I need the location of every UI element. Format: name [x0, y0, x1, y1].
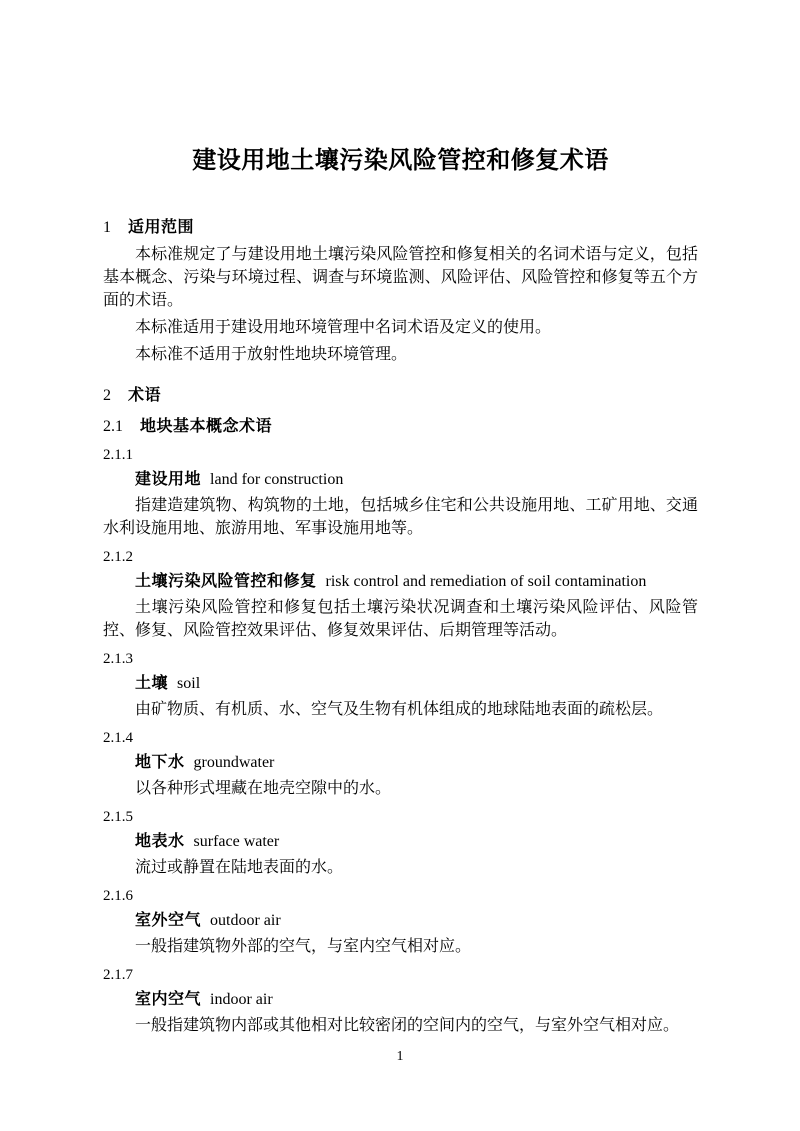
term-entry [103, 727, 698, 800]
term-chinese: 土壤污染风险管控和修复 [135, 573, 317, 590]
term-number: 2.1.3 [103, 651, 133, 667]
section-number: 2 [103, 387, 111, 404]
section-terms [103, 384, 698, 1037]
scope-paragraph: 本标准不适用于放射性地块环境管理。 [135, 346, 408, 363]
term-entry [103, 444, 698, 540]
term-number: 2.1.1 [103, 447, 133, 463]
term-definition: 指建造建筑物、构筑物的土地，包括城乡住宅和公共设施用地、工矿用地、交通水利设施用地、旅游用地、军事设施用地等。 [103, 497, 698, 537]
section-scope [103, 216, 698, 366]
term-english: surface water [193, 833, 280, 850]
term-title [103, 570, 698, 594]
section-heading-text: 适用范围 [128, 219, 195, 236]
term-entry [103, 648, 698, 721]
term-chinese: 室内空气 [135, 991, 202, 1008]
term-title [103, 830, 698, 854]
term-title [103, 988, 698, 1012]
term-chinese: 建设用地 [135, 471, 202, 488]
section-scope-heading [103, 216, 698, 239]
term-english: soil [177, 675, 201, 692]
term-english: outdoor air [210, 912, 281, 929]
term-entry [103, 964, 698, 1037]
term-definition: 一般指建筑物外部的空气，与室内空气相对应。 [135, 938, 472, 955]
term-number: 2.1.5 [103, 809, 133, 825]
term-entry [103, 546, 698, 642]
term-definition: 一般指建筑物内部或其他相对比较密闭的空间内的空气，与室外空气相对应。 [135, 1017, 680, 1034]
term-entry [103, 885, 698, 958]
term-definition: 由矿物质、有机质、水、空气及生物有机体组成的地球陆地表面的疏松层。 [135, 701, 664, 718]
page-number: 1 [396, 1049, 404, 1064]
term-entry [103, 806, 698, 879]
section-number: 1 [103, 219, 111, 236]
term-chinese: 地下水 [135, 754, 185, 771]
page-title: 建设用地土壤污染风险管控和修复术语 [192, 147, 609, 174]
term-english: risk control and remediation of soil contamination [325, 573, 647, 590]
term-title [103, 909, 698, 933]
term-definition: 以各种形式埋藏在地壳空隙中的水。 [135, 780, 392, 797]
subsection-heading [103, 415, 698, 438]
subsection-heading-text: 地块基本概念术语 [140, 418, 273, 435]
section-terms-heading [103, 384, 698, 407]
term-number: 2.1.7 [103, 967, 133, 983]
term-definition: 流过或静置在陆地表面的水。 [135, 859, 344, 876]
term-chinese: 土壤 [135, 675, 169, 692]
term-chinese: 地表水 [135, 833, 185, 850]
term-definition: 土壤污染风险管控和修复包括土壤污染状况调查和土壤污染风险评估、风险管控、修复、风险管控效果评估、修复效果评估、后期管理等活动。 [103, 599, 698, 639]
term-number: 2.1.4 [103, 730, 133, 746]
section-heading-text: 术语 [128, 387, 162, 404]
subsection-number: 2.1 [103, 418, 123, 435]
term-english: land for construction [210, 471, 344, 488]
term-title [103, 468, 698, 492]
term-title [103, 751, 698, 775]
scope-paragraph: 本标准规定了与建设用地土壤污染风险管控和修复相关的名词术语与定义，包括基本概念、污染与环境过程、调查与环境监测、风险评估、风险管控和修复等五个方面的术语。 [103, 246, 698, 309]
term-number: 2.1.2 [103, 549, 133, 565]
term-number: 2.1.6 [103, 888, 133, 904]
term-chinese: 室外空气 [135, 912, 202, 929]
scope-paragraph: 本标准适用于建设用地环境管理中名词术语及定义的使用。 [135, 319, 552, 336]
term-english: indoor air [210, 991, 273, 1008]
term-title [103, 672, 698, 696]
term-english: groundwater [193, 754, 275, 771]
